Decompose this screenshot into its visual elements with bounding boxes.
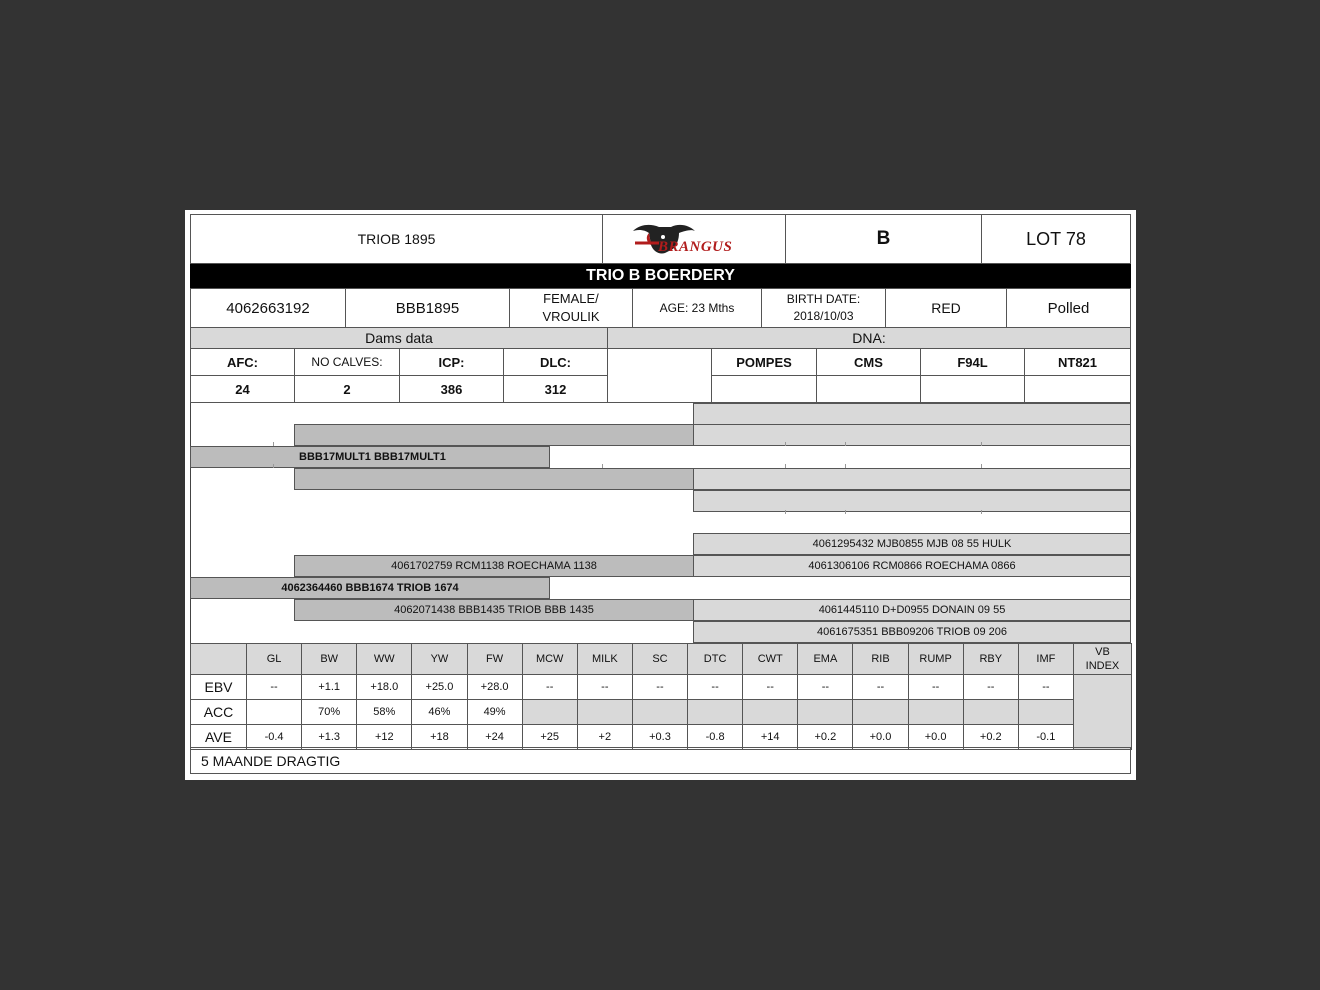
dna-f94l-value	[920, 375, 1025, 403]
ebv-cell: +12	[356, 724, 412, 750]
ebv-col-header-ema: EMA	[797, 643, 853, 675]
ebv-cell: +0.2	[797, 724, 853, 750]
sire-sire-dam	[693, 424, 1131, 446]
ebv-cell: 58%	[356, 699, 412, 725]
dna-nt821-value	[1024, 375, 1131, 403]
ebv-cell: +18.0	[356, 674, 412, 700]
ebv-cell: --	[742, 674, 798, 700]
dam-dam: 4062071438 BBB1435 TRIOB BBB 1435	[294, 599, 694, 621]
dna-blank-cell	[607, 348, 712, 403]
ebv-cell: +0.3	[632, 724, 688, 750]
ebv-col-header-rump: RUMP	[908, 643, 964, 675]
ebv-cell: +24	[467, 724, 523, 750]
ebv-cell: --	[797, 674, 853, 700]
dna-cms-value	[816, 375, 921, 403]
colour: RED	[885, 288, 1007, 328]
ebv-row-label-ebv: EBV	[190, 674, 247, 700]
ebv-col-header-milk: MILK	[577, 643, 633, 675]
ebv-cell	[687, 699, 743, 725]
ebv-cell	[577, 699, 633, 725]
dam: 4062364460 BBB1674 TRIOB 1674	[190, 577, 550, 599]
ebv-col-header-gl: GL	[246, 643, 302, 675]
ebv-corner-cell	[190, 643, 247, 675]
dna-nt821-header: NT821	[1024, 348, 1131, 376]
ebv-col-header-mcw: MCW	[522, 643, 578, 675]
ebv-cell: 70%	[301, 699, 357, 725]
ebv-cell: +1.1	[301, 674, 357, 700]
no-calves-header: NO CALVES:	[294, 348, 400, 376]
dlc-value: 312	[503, 375, 608, 403]
registration-number: 4062663192	[190, 288, 346, 328]
ebv-cell: --	[687, 674, 743, 700]
dna-pompes-header: POMPES	[711, 348, 817, 376]
ebv-cell: +2	[577, 724, 633, 750]
ebv-cell	[852, 699, 908, 725]
icp-value: 386	[399, 375, 504, 403]
ebv-cell: +28.0	[467, 674, 523, 700]
ebv-col-header-bw: BW	[301, 643, 357, 675]
ebv-col-header-dtc: DTC	[687, 643, 743, 675]
ebv-cell: +1.3	[301, 724, 357, 750]
logo-text: BRANGUS	[658, 239, 733, 255]
horn-status: Polled	[1006, 288, 1131, 328]
ebv-cell: --	[577, 674, 633, 700]
ebv-cell	[246, 699, 302, 725]
afc-header: AFC:	[190, 348, 295, 376]
ebv-cell: +18	[411, 724, 467, 750]
sex: FEMALE/ VROULIK	[509, 288, 633, 328]
sire-dam-sire	[693, 468, 1131, 490]
dam-sire-dam: 4061306106 RCM0866 ROECHAMA 0866	[693, 555, 1131, 577]
ebv-col-header-sc: SC	[632, 643, 688, 675]
ebv-col-header-fw: FW	[467, 643, 523, 675]
dam-dam-sire: 4061445110 D+D0955 DONAIN 09 55	[693, 599, 1131, 621]
ebv-cell: 49%	[467, 699, 523, 725]
ebv-cell: +0.0	[852, 724, 908, 750]
dam-dam-dam: 4061675351 BBB09206 TRIOB 09 206	[693, 621, 1131, 643]
dna-cms-header: CMS	[816, 348, 921, 376]
animal-name: TRIOB 1895	[190, 214, 603, 264]
vb-index-header: VB INDEX	[1073, 643, 1132, 675]
age: AGE: 23 Mths	[632, 288, 762, 328]
ebv-cell: +25.0	[411, 674, 467, 700]
ebv-cell: -0.4	[246, 724, 302, 750]
vb-index-value	[1073, 674, 1132, 750]
ebv-row-label-ave: AVE	[190, 724, 247, 750]
ebv-cell: --	[852, 674, 908, 700]
sire-sire-sire	[693, 403, 1131, 425]
ebv-cell	[632, 699, 688, 725]
ebv-cell	[742, 699, 798, 725]
birth-date: BIRTH DATE: 2018/10/03	[761, 288, 886, 328]
ebv-col-header-ww: WW	[356, 643, 412, 675]
ebv-cell: -0.1	[1018, 724, 1074, 750]
grade: B	[785, 214, 982, 264]
dams-data-title: Dams data	[190, 327, 608, 349]
ebv-row-label-acc: ACC	[190, 699, 247, 725]
ebv-cell: --	[246, 674, 302, 700]
lot-number: LOT 78	[981, 214, 1131, 264]
ebv-cell: -0.8	[687, 724, 743, 750]
brangus-logo	[602, 214, 786, 264]
ebv-cell	[797, 699, 853, 725]
dlc-header: DLC:	[503, 348, 608, 376]
ebv-col-header-rby: RBY	[963, 643, 1019, 675]
ebv-col-header-rib: RIB	[852, 643, 908, 675]
sire: BBB17MULT1 BBB17MULT1	[190, 446, 550, 468]
ebv-col-header-imf: IMF	[1018, 643, 1074, 675]
ebv-cell	[908, 699, 964, 725]
ebv-cell: --	[522, 674, 578, 700]
dna-f94l-header: F94L	[920, 348, 1025, 376]
ebv-cell: +25	[522, 724, 578, 750]
ebv-cell	[522, 699, 578, 725]
dam-sire: 4061702759 RCM1138 ROECHAMA 1138	[294, 555, 694, 577]
sire-dam	[294, 468, 694, 490]
sire-sire	[294, 424, 694, 446]
ebv-cell: +0.0	[908, 724, 964, 750]
ebv-col-header-cwt: CWT	[742, 643, 798, 675]
ebv-cell: --	[632, 674, 688, 700]
afc-value: 24	[190, 375, 295, 403]
ebv-cell: 46%	[411, 699, 467, 725]
breeder-band: TRIO B BOERDERY	[190, 264, 1131, 288]
sire-dam-dam	[693, 490, 1131, 512]
ebv-cell	[1018, 699, 1074, 725]
icp-header: ICP:	[399, 348, 504, 376]
dna-pompes-value	[711, 375, 817, 403]
ebv-cell: +14	[742, 724, 798, 750]
ebv-cell: --	[963, 674, 1019, 700]
ebv-col-header-yw: YW	[411, 643, 467, 675]
no-calves-value: 2	[294, 375, 400, 403]
footer-note: 5 MAANDE DRAGTIG	[190, 747, 1131, 774]
ebv-cell: +0.2	[963, 724, 1019, 750]
ebv-cell: --	[908, 674, 964, 700]
dna-title: DNA:	[607, 327, 1131, 349]
lot-card	[185, 210, 1136, 780]
ebv-cell: --	[1018, 674, 1074, 700]
animal-code: BBB1895	[345, 288, 510, 328]
dam-sire-sire: 4061295432 MJB0855 MJB 08 55 HULK	[693, 533, 1131, 555]
ebv-cell	[963, 699, 1019, 725]
